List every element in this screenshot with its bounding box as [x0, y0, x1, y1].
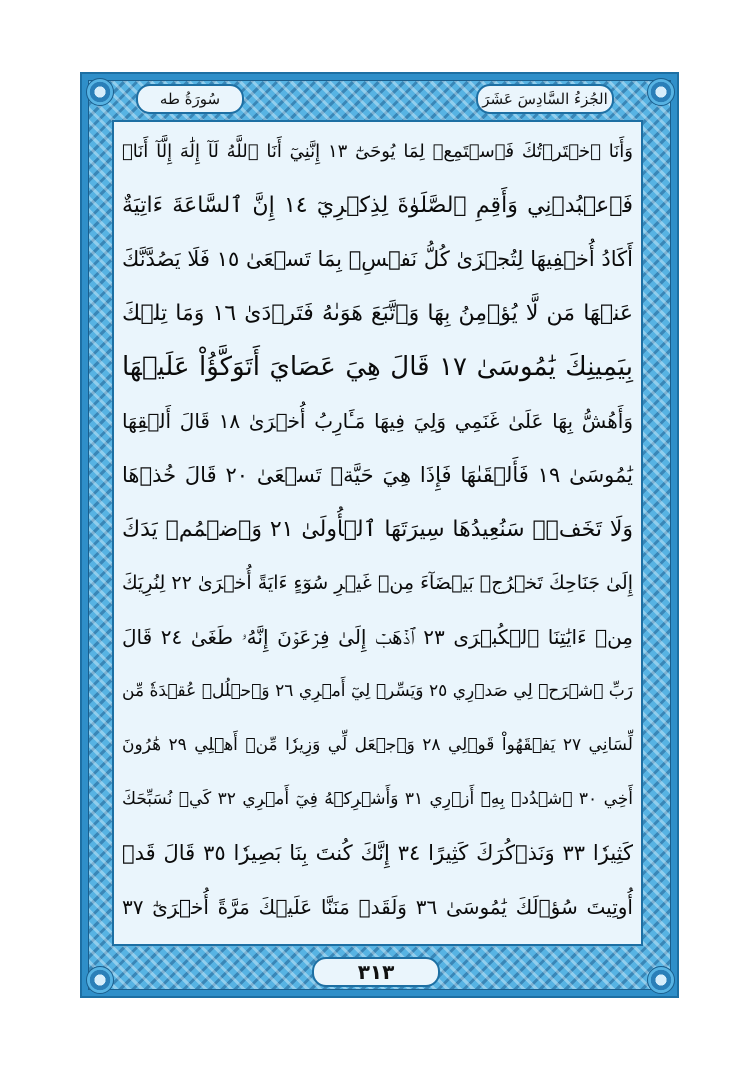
line-text: يَٰمُوسَىٰ ١٩ فَأَلۡقَىٰهَا فَإِذَا هِيَ حَيَّةٞ تَسۡعَىٰ ٢٠ قَالَ خُذۡهَا — [122, 463, 633, 487]
verse-line — [122, 448, 633, 502]
verse-line — [122, 880, 633, 934]
surah-title: سُورَةُ طه — [136, 84, 244, 114]
verse-lines — [116, 124, 639, 942]
verse-line — [122, 718, 633, 772]
verse-line — [122, 610, 633, 664]
line-text: أُوتِيتَ سُؤۡلَكَ يَٰمُوسَىٰ ٣٦ وَلَقَدۡ مَنَنَّا عَلَيۡكَ مَرَّةً أُخۡرَىٰٓ ٣٧ — [122, 895, 633, 919]
verse-line — [122, 232, 633, 286]
juz-title: الجُزءُ السَّادِسَ عَشَرَ — [476, 84, 614, 114]
verse-line — [122, 664, 633, 718]
line-text: أَكَادُ أُخۡفِيهَا لِتُجۡزَىٰ كُلُّ نَفۡسِۢ بِمَا تَسۡعَىٰ ١٥ فَلَا يَصُدَّنَّكَ — [122, 247, 633, 271]
corner-ornament-icon — [86, 966, 114, 994]
verse-line — [122, 178, 633, 232]
verse-line — [122, 340, 633, 394]
corner-ornament-icon — [647, 78, 675, 106]
verse-line — [122, 502, 633, 556]
line-text: كَثِيرٗا ٣٣ وَنَذۡكُرَكَ كَثِيرًا ٣٤ إِنَّكَ كُنتَ بِنَا بَصِيرٗا ٣٥ قَالَ قَدۡ — [122, 841, 634, 865]
corner-ornament-icon — [647, 966, 675, 994]
line-text: فَٱعۡبُدۡنِي وَأَقِمِ ٱلصَّلَوٰةَ لِذِكۡرِيٓ ١٤ إِنَّ ٱلسَّاعَةَ ءَاتِيَةٌ — [122, 192, 633, 218]
line-text: وَلَا تَخَفۡۖ سَنُعِيدُهَا سِيرَتَهَا ٱلۡأُولَىٰ ٢١ وَٱضۡمُمۡ يَدَكَ — [122, 516, 634, 542]
verse-line — [122, 394, 633, 448]
verse-line — [122, 772, 633, 826]
line-text: وَأَنَا ٱخۡتَرۡتُكَ فَٱسۡتَمِعۡ لِمَا يُوحَىٰٓ ١٣ إِنَّنِيٓ أَنَا ٱللَّهُ لَآ إِلَٰهَ إِلَّآ أَنَا۠ — [122, 140, 633, 162]
verse-line — [122, 286, 633, 340]
line-text: لِّسَانِي ٢٧ يَفۡقَهُواْ قَوۡلِي ٢٨ وَٱجۡعَل لِّي وَزِيرٗا مِّنۡ أَهۡلِي ٢٩ هَٰرُونَ — [122, 735, 633, 755]
page-number: ٣١٣ — [312, 957, 440, 987]
line-text: وَأَهُشُّ بِهَا عَلَىٰ غَنَمِي وَلِيَ فِيهَا مَـَٔارِبُ أُخۡرَىٰ ١٨ قَالَ أَلۡقِهَا — [122, 409, 634, 433]
line-text: عَنۡهَا مَن لَّا يُؤۡمِنُ بِهَا وَٱتَّبَعَ هَوَىٰهُ فَتَرۡدَىٰ ١٦ وَمَا تِلۡكَ — [122, 300, 634, 326]
corner-ornament-icon — [86, 78, 114, 106]
line-text: مِنۡ ءَايَٰتِنَا ٱلۡكُبۡرَى ٢٣ ٱذۡهَبۡ إِلَىٰ فِرۡعَوۡنَ إِنَّهُۥ طَغَىٰ ٢٤ قَالَ — [122, 625, 634, 649]
verse-line — [122, 826, 633, 880]
line-text: إِلَىٰ جَنَاحِكَ تَخۡرُجۡ بَيۡضَآءَ مِنۡ غَيۡرِ سُوٓءٍ ءَايَةً أُخۡرَىٰ ٢٢ لِنُرِيَكَ — [122, 572, 633, 594]
verse-line — [122, 556, 633, 610]
line-text: أَخِي ٣٠ ٱشۡدُدۡ بِهِۦٓ أَزۡرِي ٣١ وَأَشۡرِكۡهُ فِيٓ أَمۡرِي ٣٢ كَيۡ نُسَبِّحَكَ — [122, 789, 634, 809]
line-text: رَبِّ ٱشۡرَحۡ لِي صَدۡرِي ٢٥ وَيَسِّرۡ لِيٓ أَمۡرِي ٢٦ وَٱحۡلُلۡ عُقۡدَةٗ مِّن — [122, 681, 634, 701]
line-text: بِيَمِينِكَ يَٰمُوسَىٰ ١٧ قَالَ هِيَ عَصَايَ أَتَوَكَّؤُاْ عَلَيۡهَا — [122, 352, 633, 382]
verse-line — [122, 124, 633, 178]
